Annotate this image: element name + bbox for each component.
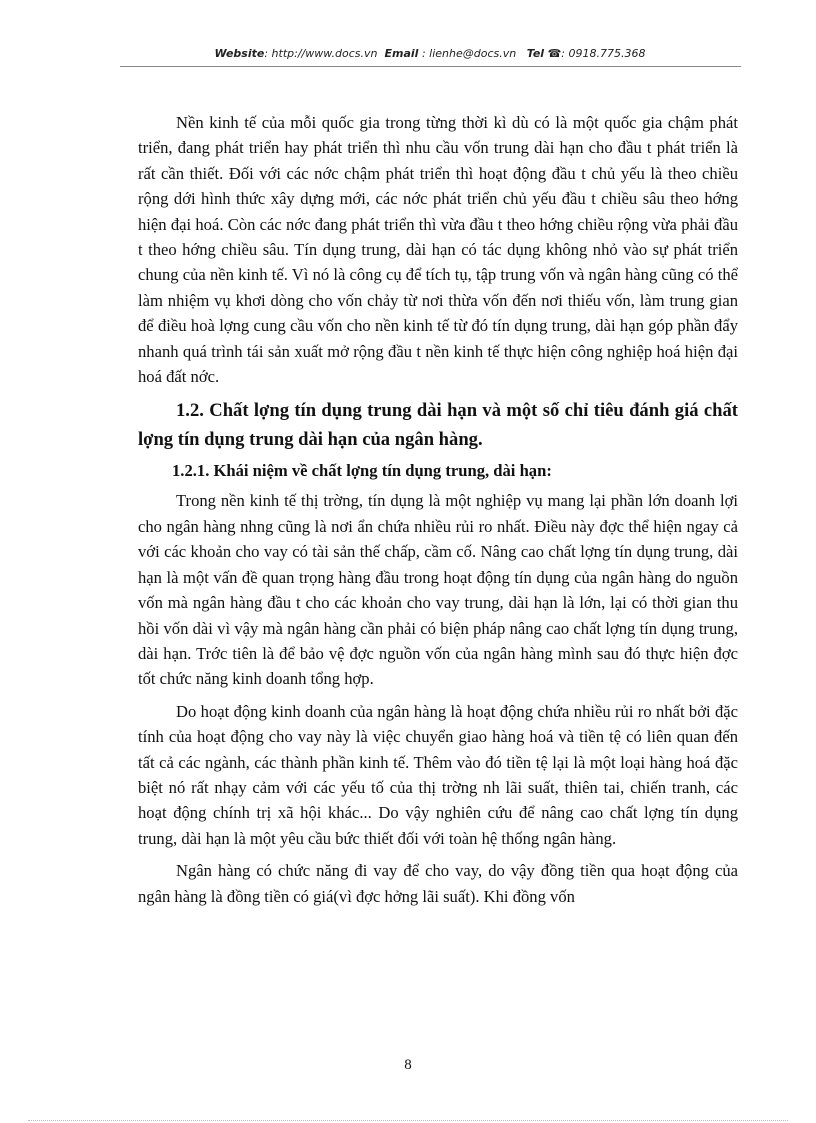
paragraph-1: Nền kinh tế của mỗi quốc gia trong từng thời kì dù có là một quốc gia chậm phát triển, đang phát triển hay phát triển thì nhu cầu vốn trung dài hạn cho đầu t phát triển là rất cần thiết. Đối với các nớc chậm phát triển thì hoạt động đầu t chủ yếu là theo chiều rộng dới hình thức xây dựng mới, các nớc phát triển chủ yếu đầu t chiều sâu theo hớng hiện đại hoá. Còn các nớc đang phát triển thì vừa đầu t theo hớng chiều rộng vừa phải đầu t theo hớng chiều sâu. Tín dụng trung, dài hạn có tác dụng không nhỏ vào sự phát triển chung của nền kinh tế. Vì nó là công cụ để tích tụ, tập trung vốn và ngân hàng cũng có thể làm nhiệm vụ khơi dòng cho vốn chảy từ nơi thừa vốn đến nơi thiếu vốn, làm trung gian để điều hoà lợng cung cầu vốn cho nền kinh tế từ đó tín dụng trung, dài hạn góp phần đẩy nhanh quá trình tái sản xuất mở rộng đầu t nền kinh tế thực hiện công nghiệp hoá hiện đại hoá đất nớc. bbox=[138, 113, 738, 387]
page-header bbox=[120, 47, 740, 60]
tel-value: : 0918.775.368 bbox=[561, 47, 646, 60]
section-heading: 1.2. Chất lợng tín dụng trung dài hạn và một số chỉ tiêu đánh giá chất lợng tín dụng trung dài hạn của ngân hàng. bbox=[138, 400, 738, 451]
subsection-heading: 1.2.1. Khái niệm về chất lợng tín dụng trung, dài hạn: bbox=[172, 461, 552, 481]
tel-label: Tel bbox=[526, 47, 545, 60]
email-value: : lienhe@docs.vn bbox=[421, 47, 517, 60]
website-label: Website bbox=[214, 47, 265, 60]
paragraph-2: Trong nền kinh tế thị trờng, tín dụng là một nghiệp vụ mang lại phần lớn doanh lợi cho ngân hàng nhng cũng là nơi ẩn chứa nhiều rủi ro nhất. Điều này đợc thể hiện ngay cả với các khoản cho vay có tài sản thế chấp, cầm cố. Nâng cao chất lợng tín dụng trung, dài hạn là một vấn đề quan trọng hàng đầu trong hoạt động tín dụng của ngân hàng do nguồn vốn mà ngân hàng đầu t cho các khoản cho vay trung, dài hạn là lớn, lại có thời gian thu hồi vốn dài vì vậy mà ngân hàng cần phải có biện pháp nâng cao chất lợng tín dụng trung, dài hạn. Trớc tiên là để bảo vệ đợc nguồn vốn của ngân hàng mình sau đó thực hiện đợc tốt chức năng kinh doanh tổng hợp. bbox=[138, 491, 738, 689]
document-body bbox=[138, 110, 738, 916]
page-number: 8 bbox=[404, 1057, 412, 1073]
page-bottom-divider bbox=[28, 1120, 788, 1121]
paragraph-4: Ngân hàng có chức năng đi vay để cho vay, do vậy đồng tiền qua hoạt động của ngân hàng là đồng tiền có giá(vì đợc hởng lãi suất). Khi đồng vốn bbox=[138, 861, 738, 906]
email-label: Email bbox=[384, 47, 419, 60]
paragraph-3: Do hoạt động kinh doanh của ngân hàng là hoạt động chứa nhiều rủi ro nhất bởi đặc tính của hoạt động cho vay này là việc chuyển giao hàng hoá và tiền tệ có liên quan đến tất cả các ngành, các thành phần kinh tế. Thêm vào đó tiền tệ lại là một loại hàng hoá đặc biệt nó rất nhạy cảm với các yếu tố của thị trờng nh lãi suất, thiên tai, chiến tranh, các hoạt động chính trị xã hội khác... Do vậy nghiên cứu để nâng cao chất lợng tín dụng trung, dài hạn là một yêu cầu bức thiết đối với toàn hệ thống ngân hàng. bbox=[138, 701, 738, 848]
phone-icon: ☎ bbox=[547, 47, 562, 60]
header-divider bbox=[120, 66, 741, 67]
website-value: : http://www.docs.vn bbox=[264, 47, 378, 60]
